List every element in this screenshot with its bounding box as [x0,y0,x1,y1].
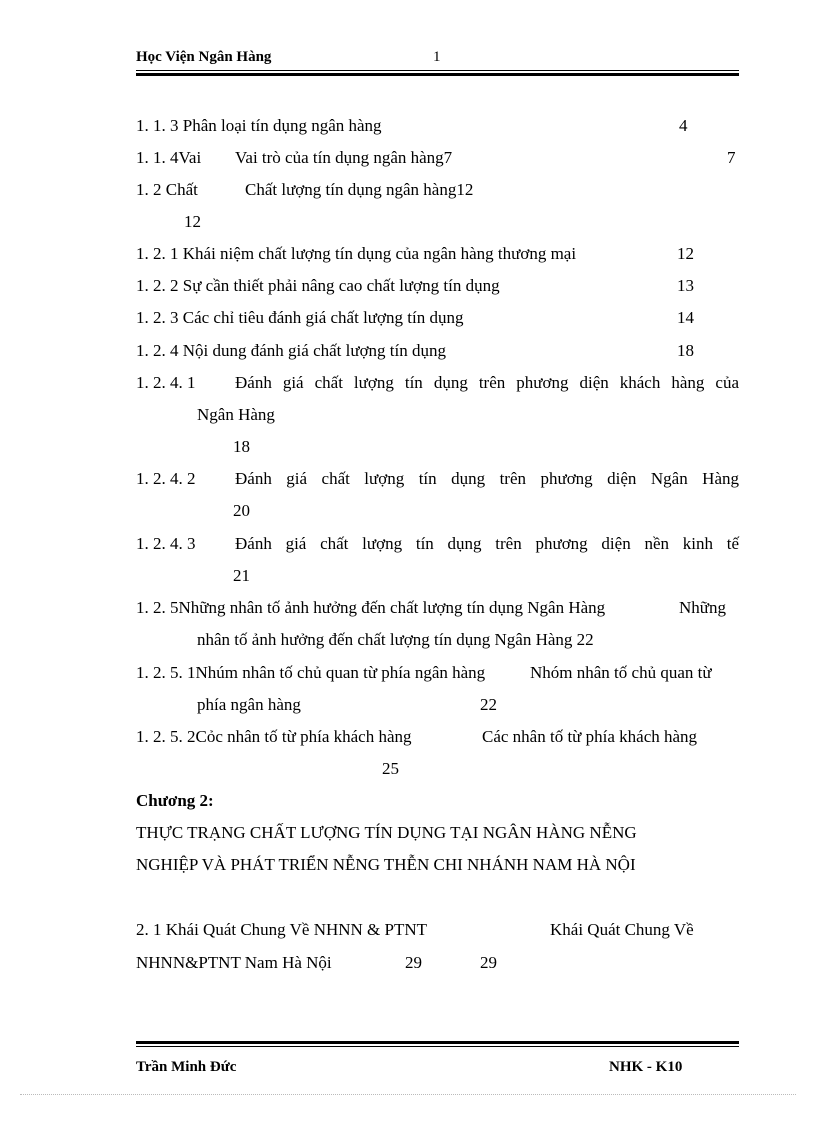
header-title: Học Viện Ngân Hàng [136,49,272,65]
toc-entry-1-2-4-1-title: Đánh giá chất lượng tín dụng trên phương diện khách hàng của [235,373,739,392]
toc-entry-1-2-1: 1. 2. 1 Khái niệm chất lượng tín dụng của ngân hàng thương mại [136,244,577,263]
toc-entry-1-2-3: 1. 2. 3 Các chỉ tiêu đánh giá chất lượng tín dụng [136,308,464,327]
toc-page-1-2-4-2: 20 [233,501,250,520]
toc-entry-1-2-4-3-number: 1. 2. 4. 3 [136,534,196,553]
toc-page-1-2: 12 [184,212,201,231]
toc-page-1-2-1: 12 [677,244,694,263]
toc-entry-1-2-4-2-title: Đánh giá chất lượng tín dụng trên phương diện Ngân Hàng [235,469,739,488]
toc-page-1-2-5-2: 25 [382,759,399,778]
toc-entry-1-2-5-title: 1. 2. 5Những nhân tố ảnh hưởng đến chất lượng tín dụng Ngân Hàng [136,598,606,617]
toc-entry-1-2-5-1-title-dup: Nhóm nhân tố chủ quan từ [530,663,712,682]
footer-class: NHK - K10 [609,1059,683,1075]
footer-rule-thick [136,1041,739,1044]
footer-rule-thin [136,1046,739,1047]
header-rule-thin [136,70,739,71]
toc-entry-2-1-title-dup: Khái Quát Chung Về [550,920,694,939]
toc-page-1-2-3: 14 [677,308,694,327]
toc-entry-2-1-title: 2. 1 Khái Quát Chung Về NHNN & PTNT [136,920,428,939]
toc-entry-1-2-4-1-number: 1. 2. 4. 1 [136,373,196,392]
page-bottom-dotted-line [20,1094,796,1095]
toc-entry-1-2-5-1-title: 1. 2. 5. 1Nhúm nhân tố chủ quan từ phía ngân hàng [136,663,486,682]
footer-author: Trần Minh Đức [136,1059,237,1075]
toc-entry-2-1-title-cont: NHNN&PTNT Nam Hà Nội [136,953,332,972]
toc-entry-1-2-4-3-title: Đánh giá chất lượng tín dụng trên phương diện nền kinh tế [235,534,739,553]
toc-entry-1-1-3: 1. 1. 3 Phân loại tín dụng ngân hàng [136,116,382,135]
chapter-label: Chương 2: [136,791,214,810]
toc-entry-1-1-4-number: 1. 1. 4Vai [136,148,202,167]
header-rule-thick [136,73,739,76]
toc-entry-1-2-4-1-title-cont: Ngân Hàng [197,405,275,424]
toc-entry-1-2-5-2-title: 1. 2. 5. 2Cỏc nhân tố từ phía khách hàng [136,727,412,746]
toc-page-1-2-4: 18 [677,341,694,360]
toc-entry-1-2-5-title-dup: Những [679,598,726,617]
toc-page-1-2-5-1: 22 [480,695,497,714]
chapter-title-line1: THỰC TRẠNG CHẤT LƯỢNG TÍN DỤNG TẠI NGÂN HÀNG NỄNG [136,823,637,842]
toc-page-2-1-a: 29 [405,953,422,972]
toc-entry-1-2-5-1-title-cont: phía ngân hàng [197,695,301,714]
toc-entry-1-2-number: 1. 2 Chất [136,180,198,199]
toc-entry-1-2-2: 1. 2. 2 Sự cần thiết phải nâng cao chất lượng tín dụng [136,276,500,295]
toc-page-2-1-b: 29 [480,953,497,972]
toc-entry-1-1-4-title: Vai trò của tín dụng ngân hàng7 [235,148,453,167]
toc-entry-1-2-5-title-cont: nhân tố ảnh hưởng đến chất lượng tín dụng Ngân Hàng 22 [197,630,594,649]
toc-page-1-1-4: 7 [727,148,736,167]
toc-page-1-2-2: 13 [677,276,694,295]
toc-page-1-2-4-1: 18 [233,437,250,456]
toc-page-1-2-4-3: 21 [233,566,250,585]
toc-entry-1-2-title: Chất lượng tín dụng ngân hàng12 [245,180,474,199]
toc-page-1-1-3: 4 [679,116,688,135]
header-page-number: 1 [433,49,441,65]
toc-entry-1-2-5-2-title-dup: Các nhân tố từ phía khách hàng [482,727,698,746]
toc-entry-1-2-4-2-number: 1. 2. 4. 2 [136,469,196,488]
chapter-title-line2: NGHIỆP VÀ PHÁT TRIỂN NỄNG THỄN CHI NHÁNH NAM HÀ NỘI [136,855,636,874]
toc-entry-1-2-4: 1. 2. 4 Nội dung đánh giá chất lượng tín dụng [136,341,447,360]
